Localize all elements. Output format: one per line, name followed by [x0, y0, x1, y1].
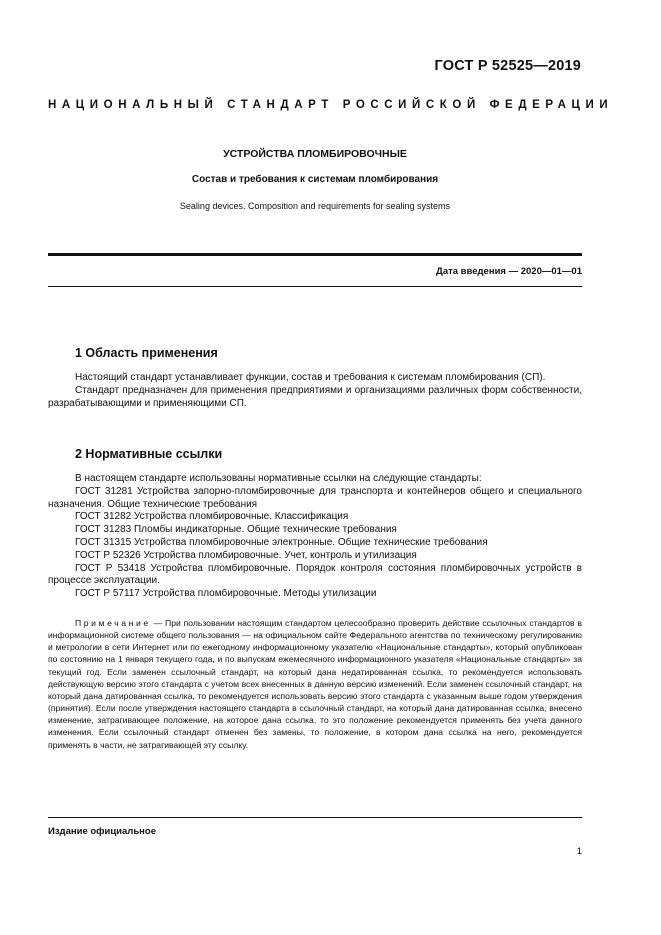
paragraph: Настоящий стандарт устанавливает функции, состав и требования к системам пломбирования (СП). [75, 372, 546, 383]
section-2-heading: 2 Нормативные ссылки [75, 447, 223, 461]
reference-item: ГОСТ 31283 Пломбы индикаторные. Общие технические требования [75, 524, 397, 536]
paragraph: Стандарт предназначен для применения предприятиями и организациями различных форм собственности, разрабатывающими и применяющими СП. [48, 384, 582, 409]
reference-item: ГОСТ 31281 Устройства запорно-пломбировочные для транспорта и контейнеров общего и специального назначения. Общие технические требования [48, 485, 582, 510]
note-block [48, 617, 582, 751]
section-2-body [48, 473, 582, 601]
official-edition-label: Издание официальное [48, 826, 156, 837]
paragraph: В настоящем стандарте использованы нормативные ссылки на следующие стандарты: [75, 473, 482, 484]
reference-item: ГОСТ 31315 Устройства пломбировочные электронные. Общие технические требования [75, 536, 488, 548]
reference-item: ГОСТ Р 57117 Устройства пломбировочные. Методы утилизации [75, 588, 377, 600]
national-standard-banner: НАЦИОНАЛЬНЫЙ СТАНДАРТ РОССИЙСКОЙ ФЕДЕРАЦИИ [48, 99, 614, 111]
note-label: Примечание [75, 618, 151, 628]
title-divider [48, 253, 582, 256]
reference-item: ГОСТ Р 52326 Устройства пломбировочные. Учет, контроль и утилизация [75, 549, 417, 561]
english-title: Sealing devices. Composition and requirements for sealing systems [179, 201, 451, 211]
reference-item: ГОСТ Р 53418 Устройства пломбировочные. Порядок контроля состояния пломбировочных устройств в процессе эксплуатации. [48, 562, 582, 587]
introduction-date: Дата введения — 2020—01—01 [436, 266, 582, 277]
reference-item: ГОСТ 31282 Устройства пломбировочные. Классификация [75, 511, 349, 523]
section-1-heading: 1 Область применения [75, 346, 218, 360]
note-text: — При пользовании настоящим стандартом целесообразно проверить действие ссылочных стандартов в информационной системе общего пользования — на официальном сайте Федерального агентства по техническому регулированию и метрологии в сети Интернет или по ежегодному информационному указателю «Национальные стандарты», который опубликован по состоянию на 1 января текущего года, и по выпускам ежемесячного информационного указателя «Национальные стандарты» за текущий год. Если заменен ссылочный стандарт, на который дана недатированная ссылка, то рекомендуется использовать действующую версию этого стандарта с учетом всех внесенных в данную версию изменений. Если заменен ссылочный стандарт, на который дана датированная ссылка, то рекомендуется использовать версию этого стандарта с указанным выше годом утверждения (принятия). Если после утверждения настоящего стандарта в ссылочный стандарт, на который дана датированная ссылка, внесено изменение, затрагивающее положение, на которое дана ссылка, то это положение рекомендуется применять без учета данного изменения. Если ссылочный стандарт отменен без замены, то положение, в котором дана ссылка на него, рекомендуется применять в части, не затрагивающей эту ссылку. [48, 618, 582, 750]
note-paragraph [48, 617, 582, 751]
footer-divider [48, 817, 582, 818]
page-number: 1 [576, 846, 582, 857]
date-divider [48, 286, 582, 287]
document-title: УСТРОЙСТВА ПЛОМБИРОВОЧНЫЕ [223, 148, 407, 160]
section-1-body [48, 372, 582, 410]
gost-code: ГОСТ Р 52525—2019 [434, 58, 581, 74]
document-subtitle: Состав и требования к системам пломбирования [191, 174, 439, 185]
